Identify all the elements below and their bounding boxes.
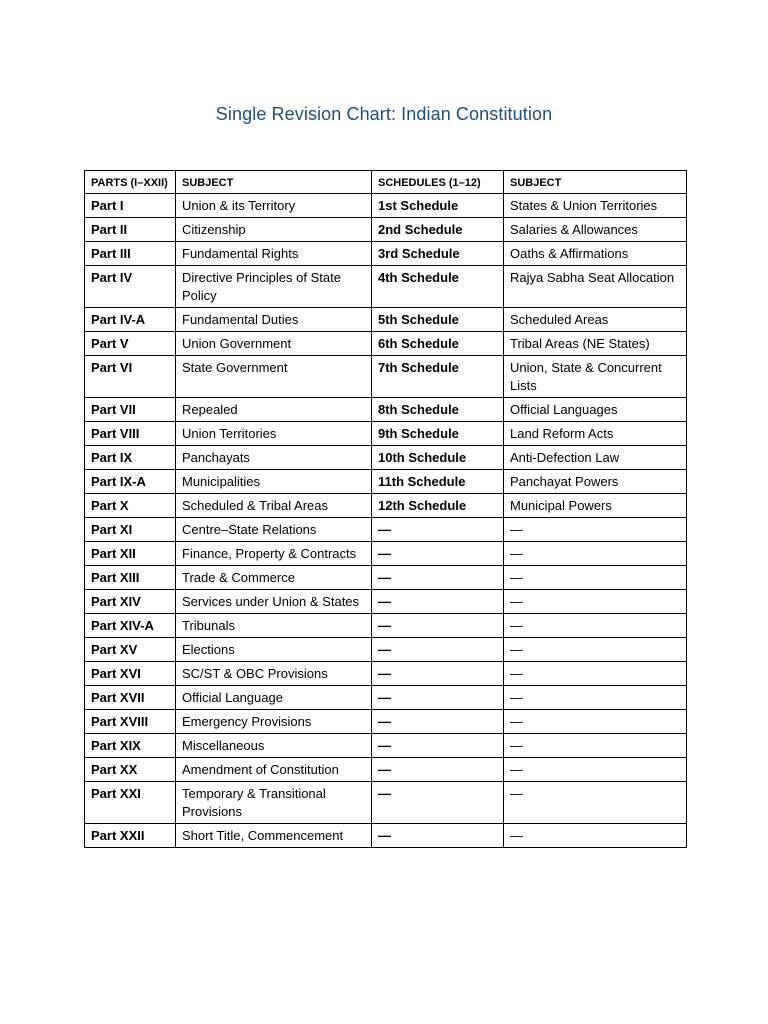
schedule-cell: — — [372, 542, 504, 566]
schedule-subject-cell: Scheduled Areas — [504, 308, 687, 332]
schedule-cell: 8th Schedule — [372, 398, 504, 422]
header-part-subject: SUBJECT — [176, 171, 372, 194]
schedule-cell: — — [372, 566, 504, 590]
part-subject-cell: Scheduled & Tribal Areas — [176, 494, 372, 518]
table-row — [85, 218, 687, 242]
table-row — [85, 356, 687, 398]
schedule-subject-cell: Panchayat Powers — [504, 470, 687, 494]
table-row — [85, 686, 687, 710]
table-row — [85, 194, 687, 218]
part-cell: Part IV — [85, 266, 176, 308]
schedule-cell: — — [372, 518, 504, 542]
part-cell: Part XVII — [85, 686, 176, 710]
part-subject-cell: Centre–State Relations — [176, 518, 372, 542]
table-row — [85, 266, 687, 308]
schedule-subject-cell: — — [504, 518, 687, 542]
table-row — [85, 638, 687, 662]
schedule-cell: — — [372, 710, 504, 734]
part-cell: Part XXII — [85, 824, 176, 848]
part-subject-cell: Citizenship — [176, 218, 372, 242]
schedule-subject-cell: Oaths & Affirmations — [504, 242, 687, 266]
schedule-cell: 9th Schedule — [372, 422, 504, 446]
part-subject-cell: Fundamental Duties — [176, 308, 372, 332]
schedule-subject-cell: — — [504, 542, 687, 566]
part-subject-cell: Fundamental Rights — [176, 242, 372, 266]
part-subject-cell: Miscellaneous — [176, 734, 372, 758]
schedule-cell: — — [372, 662, 504, 686]
part-cell: Part XVI — [85, 662, 176, 686]
part-cell: Part XIV — [85, 590, 176, 614]
schedule-subject-cell: — — [504, 824, 687, 848]
schedule-subject-cell: Salaries & Allowances — [504, 218, 687, 242]
part-cell: Part III — [85, 242, 176, 266]
part-cell: Part IV-A — [85, 308, 176, 332]
part-cell: Part IX — [85, 446, 176, 470]
part-cell: Part XV — [85, 638, 176, 662]
part-subject-cell: Official Language — [176, 686, 372, 710]
part-subject-cell: Elections — [176, 638, 372, 662]
part-cell: Part VI — [85, 356, 176, 398]
part-cell: Part XVIII — [85, 710, 176, 734]
schedule-cell: — — [372, 686, 504, 710]
part-subject-cell: State Government — [176, 356, 372, 398]
schedule-subject-cell: Official Languages — [504, 398, 687, 422]
table-row — [85, 494, 687, 518]
schedule-cell: — — [372, 614, 504, 638]
part-cell: Part IX-A — [85, 470, 176, 494]
schedule-cell: — — [372, 758, 504, 782]
part-cell: Part V — [85, 332, 176, 356]
schedule-subject-cell: — — [504, 782, 687, 824]
part-subject-cell: SC/ST & OBC Provisions — [176, 662, 372, 686]
schedule-cell: 4th Schedule — [372, 266, 504, 308]
part-subject-cell: Union Territories — [176, 422, 372, 446]
part-cell: Part X — [85, 494, 176, 518]
header-schedule-subject: SUBJECT — [504, 171, 687, 194]
table-row — [85, 542, 687, 566]
table-row — [85, 782, 687, 824]
part-cell: Part II — [85, 218, 176, 242]
table-row — [85, 734, 687, 758]
table-row — [85, 446, 687, 470]
schedule-cell: 1st Schedule — [372, 194, 504, 218]
part-subject-cell: Municipalities — [176, 470, 372, 494]
schedule-subject-cell: Municipal Powers — [504, 494, 687, 518]
table-row — [85, 308, 687, 332]
table-body — [85, 194, 687, 848]
schedule-cell: — — [372, 638, 504, 662]
part-cell: Part VIII — [85, 422, 176, 446]
schedule-cell: — — [372, 734, 504, 758]
part-subject-cell: Repealed — [176, 398, 372, 422]
table-row — [85, 758, 687, 782]
schedule-subject-cell: — — [504, 638, 687, 662]
schedule-subject-cell: — — [504, 662, 687, 686]
part-cell: Part XIV-A — [85, 614, 176, 638]
part-subject-cell: Union Government — [176, 332, 372, 356]
part-subject-cell: Panchayats — [176, 446, 372, 470]
schedule-cell: 6th Schedule — [372, 332, 504, 356]
schedule-cell: 7th Schedule — [372, 356, 504, 398]
part-subject-cell: Temporary & Transitional Provisions — [176, 782, 372, 824]
part-subject-cell: Trade & Commerce — [176, 566, 372, 590]
schedule-cell: 5th Schedule — [372, 308, 504, 332]
schedule-cell: 10th Schedule — [372, 446, 504, 470]
schedule-subject-cell: — — [504, 566, 687, 590]
schedule-subject-cell: Land Reform Acts — [504, 422, 687, 446]
part-subject-cell: Directive Principles of State Policy — [176, 266, 372, 308]
part-cell: Part XIX — [85, 734, 176, 758]
header-parts: PARTS (I–XXII) — [85, 171, 176, 194]
table-header — [85, 171, 687, 194]
part-cell: Part XI — [85, 518, 176, 542]
schedule-cell: 11th Schedule — [372, 470, 504, 494]
part-subject-cell: Tribunals — [176, 614, 372, 638]
schedule-subject-cell: Tribal Areas (NE States) — [504, 332, 687, 356]
table-row — [85, 590, 687, 614]
part-subject-cell: Union & its Territory — [176, 194, 372, 218]
schedule-cell: — — [372, 824, 504, 848]
schedule-cell: 3rd Schedule — [372, 242, 504, 266]
part-subject-cell: Emergency Provisions — [176, 710, 372, 734]
table-row — [85, 470, 687, 494]
table-row — [85, 242, 687, 266]
table-row — [85, 710, 687, 734]
table-row — [85, 398, 687, 422]
schedule-subject-cell: — — [504, 686, 687, 710]
table-row — [85, 662, 687, 686]
schedule-subject-cell: — — [504, 710, 687, 734]
schedule-cell: — — [372, 782, 504, 824]
part-cell: Part VII — [85, 398, 176, 422]
part-cell: Part XIII — [85, 566, 176, 590]
part-cell: Part XII — [85, 542, 176, 566]
part-subject-cell: Amendment of Constitution — [176, 758, 372, 782]
table-row — [85, 824, 687, 848]
schedule-subject-cell: Anti-Defection Law — [504, 446, 687, 470]
schedule-subject-cell: — — [504, 614, 687, 638]
schedule-subject-cell: States & Union Territories — [504, 194, 687, 218]
part-subject-cell: Finance, Property & Contracts — [176, 542, 372, 566]
schedule-cell: 2nd Schedule — [372, 218, 504, 242]
table-row — [85, 332, 687, 356]
schedule-cell: 12th Schedule — [372, 494, 504, 518]
schedule-subject-cell: — — [504, 590, 687, 614]
table-row — [85, 422, 687, 446]
schedule-subject-cell: — — [504, 734, 687, 758]
part-cell: Part XX — [85, 758, 176, 782]
table-row — [85, 518, 687, 542]
table-row — [85, 566, 687, 590]
part-subject-cell: Services under Union & States — [176, 590, 372, 614]
part-cell: Part XXI — [85, 782, 176, 824]
schedule-subject-cell: Union, State & Concurrent Lists — [504, 356, 687, 398]
revision-chart-table — [84, 170, 687, 848]
part-subject-cell: Short Title, Commencement — [176, 824, 372, 848]
header-row — [85, 171, 687, 194]
schedule-subject-cell: Rajya Sabha Seat Allocation — [504, 266, 687, 308]
table-row — [85, 614, 687, 638]
schedule-cell: — — [372, 590, 504, 614]
part-cell: Part I — [85, 194, 176, 218]
header-schedules: SCHEDULES (1–12) — [372, 171, 504, 194]
page-title: Single Revision Chart: Indian Constitution — [215, 104, 553, 124]
schedule-subject-cell: — — [504, 758, 687, 782]
